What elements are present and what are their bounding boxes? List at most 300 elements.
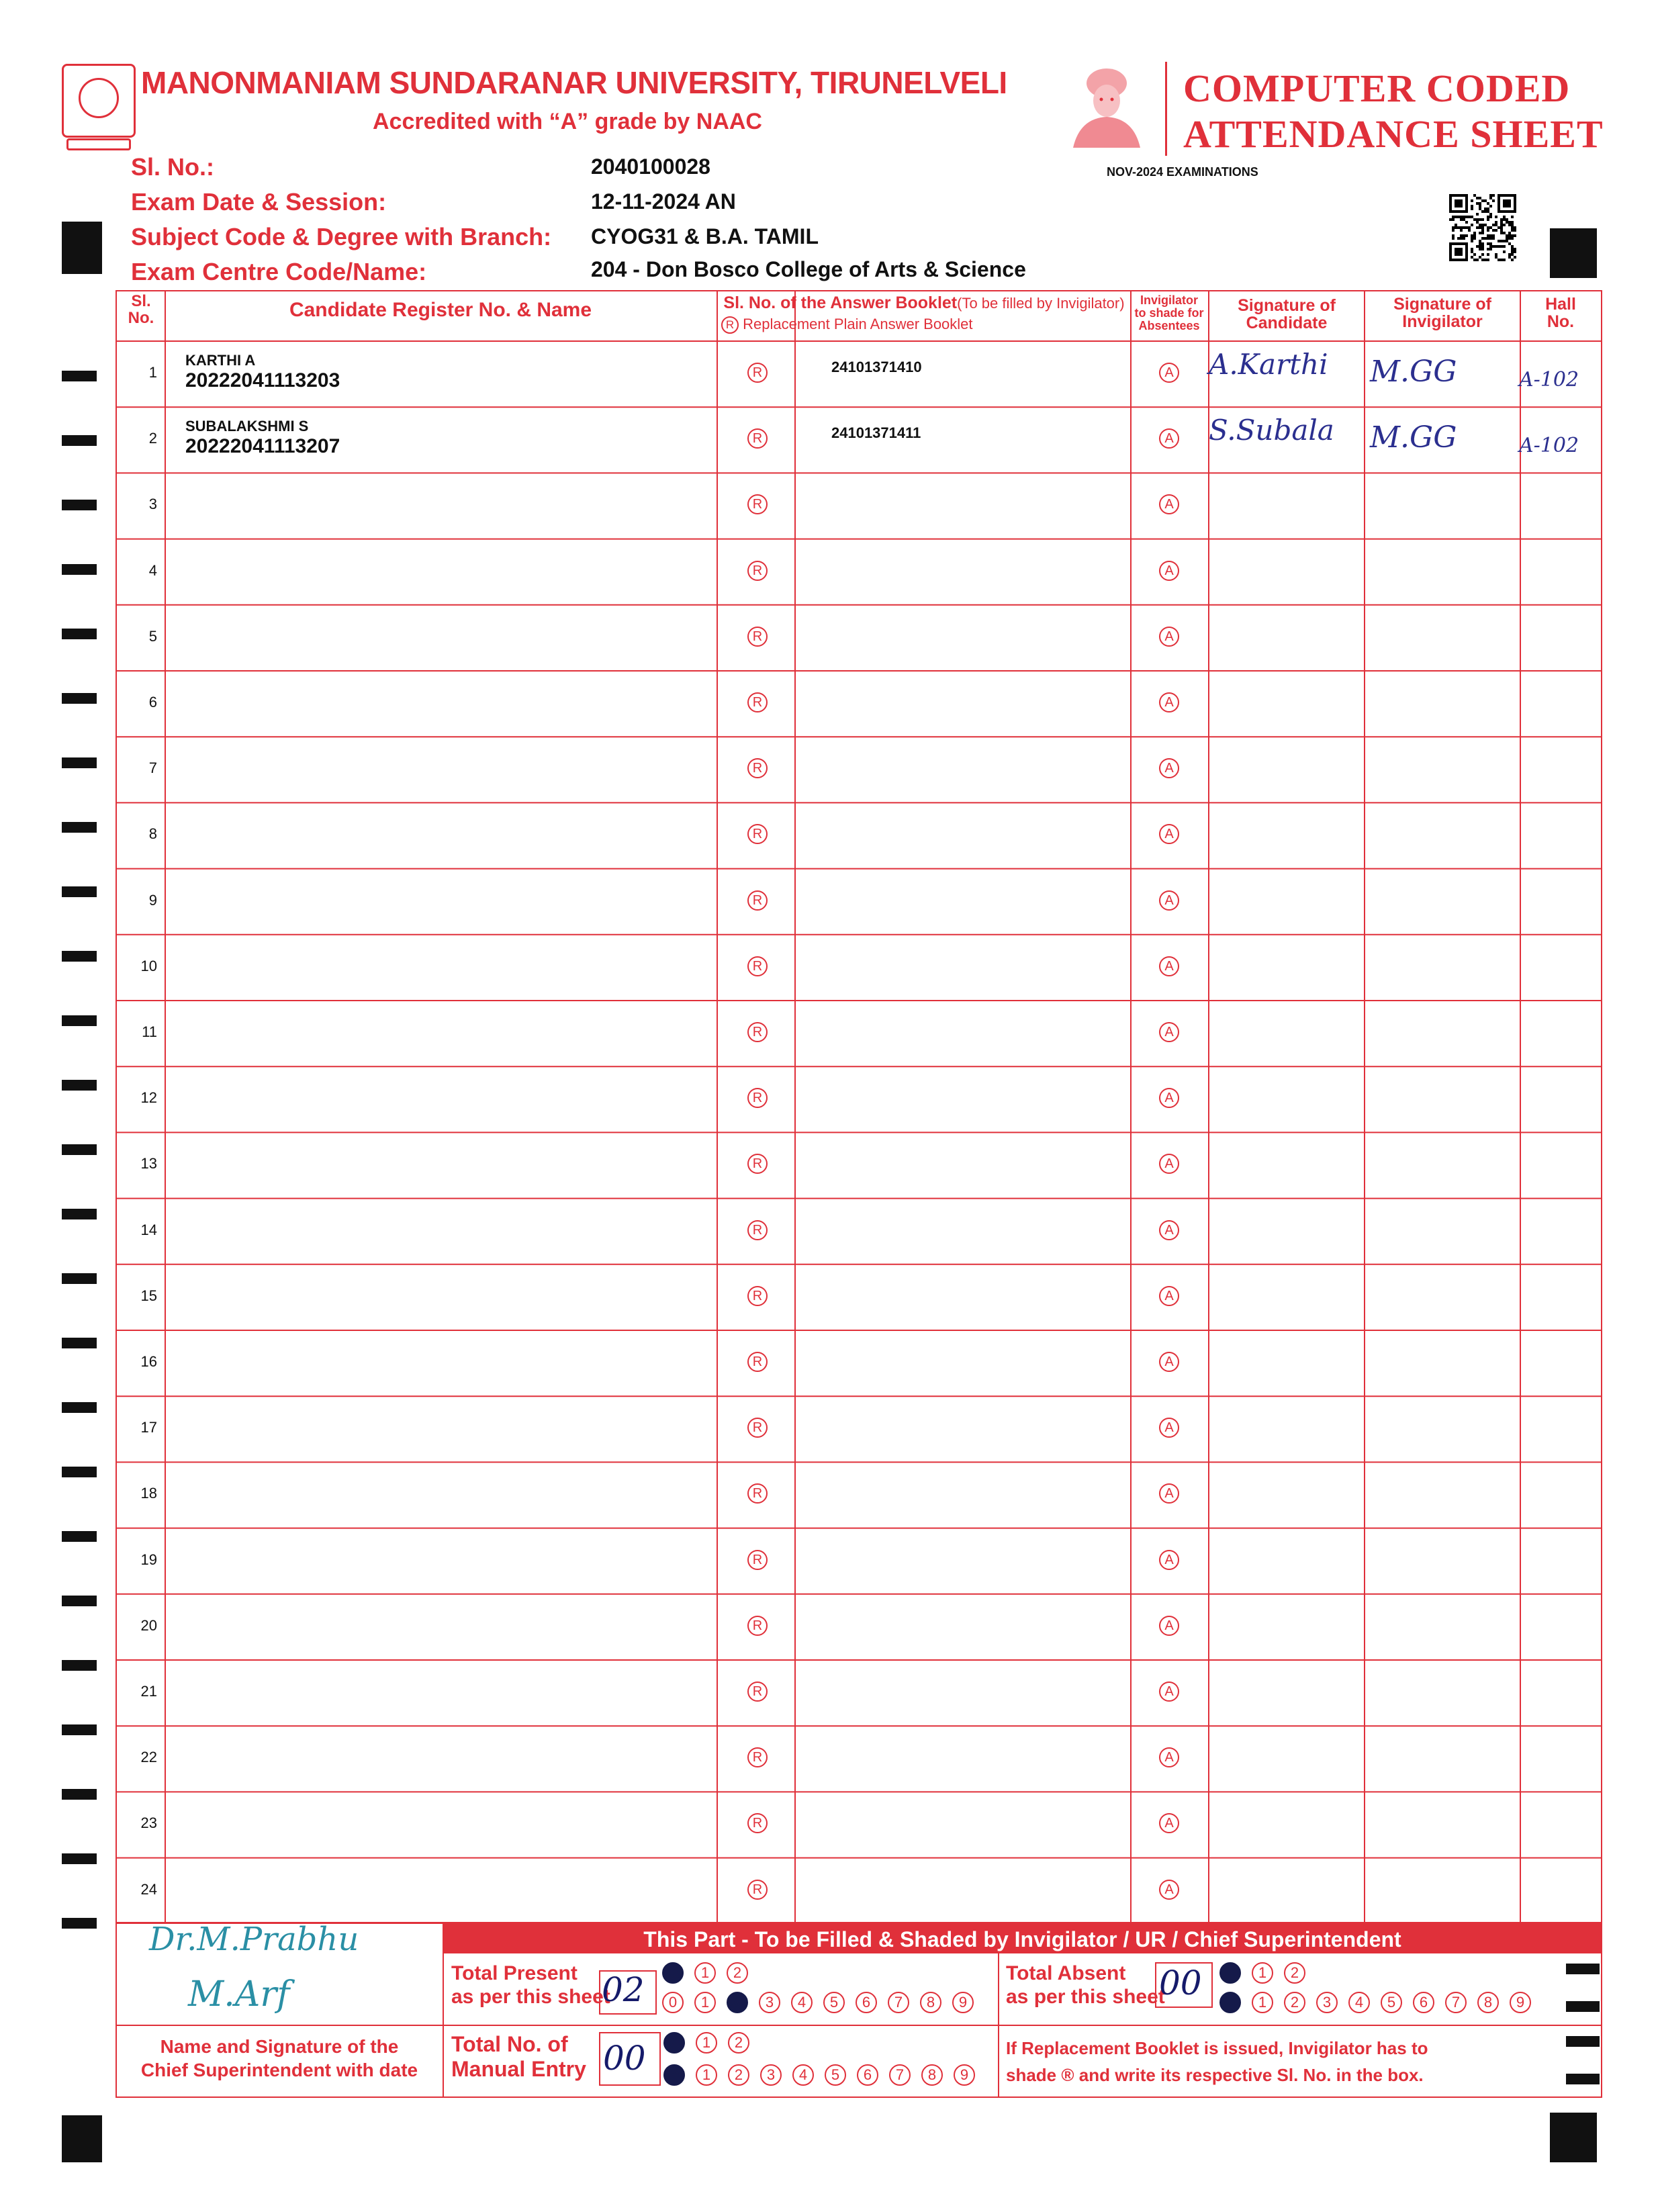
manual-units-bubble[interactable]: 2 <box>728 2064 749 2086</box>
qr-module <box>1463 234 1465 237</box>
absent-bubble-icon[interactable]: A <box>1159 1220 1179 1240</box>
manual-units-bubble[interactable]: 8 <box>921 2064 943 2086</box>
qr-module <box>1500 232 1503 234</box>
replacement-note: If Replacement Booklet is issued, Invigilator has to shade ® and write its respective Sl. No. in the box. <box>1006 2038 1428 2086</box>
qr-module <box>1471 224 1473 226</box>
exam-date-label: Exam Date & Session: <box>131 188 387 216</box>
replacement-bubble-icon[interactable]: R <box>747 1418 768 1438</box>
replacement-bubble-icon[interactable]: R <box>747 428 768 449</box>
qr-module <box>1452 237 1455 240</box>
present-units-bubble[interactable] <box>727 1992 748 2013</box>
founder-portrait-icon <box>1066 62 1147 148</box>
candidate-name: KARTHI A <box>185 352 256 369</box>
qr-module <box>1455 224 1457 226</box>
row-slno: 20 <box>140 1616 157 1634</box>
replacement-bubble-icon[interactable]: R <box>747 1220 768 1240</box>
row-slno: 12 <box>140 1089 157 1107</box>
total-present-value: 02 <box>602 1970 645 2009</box>
qr-module <box>1460 226 1463 229</box>
qr-module <box>1497 245 1500 248</box>
absent-bubble-icon[interactable]: A <box>1159 428 1179 449</box>
qr-finder <box>1455 248 1463 256</box>
qr-module <box>1503 250 1506 253</box>
qr-module <box>1481 253 1484 256</box>
qr-module <box>1487 218 1489 221</box>
qr-module <box>1473 234 1476 237</box>
replacement-bubble-icon[interactable]: R <box>747 1286 768 1306</box>
replacement-symbol-icon: R <box>721 316 739 334</box>
qr-module <box>1487 259 1489 261</box>
qr-module <box>1455 226 1457 229</box>
timing-mark <box>62 629 97 639</box>
absent-bubble-icon[interactable]: A <box>1159 627 1179 647</box>
timing-mark <box>62 1789 97 1800</box>
timing-mark <box>62 2115 102 2162</box>
manual-units-bubble[interactable]: 5 <box>825 2064 846 2086</box>
replacement-bubble-icon[interactable]: R <box>747 561 768 581</box>
qr-module <box>1489 242 1492 245</box>
manual-entry-value: 00 <box>603 2039 646 2078</box>
invigilator-signature: M.GG <box>1370 420 1457 455</box>
replacement-bubble-icon[interactable]: R <box>747 890 768 911</box>
qr-module <box>1465 221 1468 224</box>
qr-module <box>1487 216 1489 218</box>
qr-module <box>1489 248 1492 250</box>
qr-module <box>1452 234 1455 237</box>
qr-module <box>1471 248 1473 250</box>
qr-module <box>1465 226 1468 229</box>
timing-mark <box>62 1853 97 1864</box>
col-header-sig-candidate: Signature of Candidate <box>1238 296 1336 333</box>
absent-units-bubble[interactable]: 1 <box>1252 1992 1273 2013</box>
timing-mark <box>1550 2113 1597 2162</box>
absent-bubble-icon[interactable]: A <box>1159 1352 1179 1372</box>
absent-units-bubble[interactable]: 9 <box>1510 1992 1531 2013</box>
present-units-bubble[interactable]: 6 <box>856 1992 877 2013</box>
manual-units-bubble[interactable] <box>663 2064 685 2086</box>
row-slno: 21 <box>140 1683 157 1700</box>
qr-module <box>1489 237 1492 240</box>
qr-module <box>1481 199 1484 202</box>
qr-module <box>1452 226 1455 229</box>
qr-module <box>1495 245 1497 248</box>
qr-module <box>1511 216 1514 218</box>
qr-module <box>1500 259 1503 261</box>
col-header-booklet-title: Sl. No. of the Answer Booklet <box>723 293 958 312</box>
qr-module <box>1511 224 1514 226</box>
qr-module <box>1452 216 1455 218</box>
replacement-bubble-icon[interactable]: R <box>747 1352 768 1372</box>
qr-module <box>1492 199 1495 202</box>
candidate-register-no: 20222041113203 <box>185 369 340 391</box>
absent-tens-bubble[interactable]: 1 <box>1252 1962 1273 1984</box>
qr-module <box>1473 194 1476 197</box>
absent-bubble-icon[interactable]: A <box>1159 1616 1179 1636</box>
absent-bubble-icon[interactable]: A <box>1159 1418 1179 1438</box>
qr-module <box>1495 216 1497 218</box>
replacement-bubble-icon[interactable]: R <box>747 1550 768 1570</box>
qr-module <box>1495 224 1497 226</box>
total-absent-value: 00 <box>1159 1964 1202 2002</box>
qr-module <box>1476 221 1479 224</box>
manual-units-bubble[interactable]: 1 <box>696 2064 717 2086</box>
qr-module <box>1460 216 1463 218</box>
qr-module <box>1481 226 1484 229</box>
qr-module <box>1503 245 1506 248</box>
qr-module <box>1487 229 1489 232</box>
qr-finder <box>1455 199 1463 208</box>
qr-module <box>1481 242 1484 245</box>
present-units-bubble[interactable]: 9 <box>952 1992 974 2013</box>
present-units-bubble[interactable]: 7 <box>888 1992 909 2013</box>
row-slno: 17 <box>140 1419 157 1436</box>
qr-module <box>1503 224 1506 226</box>
timing-mark <box>62 1531 97 1542</box>
col-header-booklet <box>717 294 1131 312</box>
col-header-candidate: Candidate Register No. & Name <box>289 299 592 321</box>
absent-units-bubble[interactable]: 3 <box>1316 1992 1338 2013</box>
qr-module <box>1479 197 1481 199</box>
row-slno: 13 <box>140 1155 157 1172</box>
qr-module <box>1476 245 1479 248</box>
absent-bubble-icon[interactable]: A <box>1159 692 1179 712</box>
timing-mark <box>62 693 97 704</box>
row-slno: 8 <box>148 825 157 843</box>
present-units-bubble[interactable]: 4 <box>791 1992 813 2013</box>
timing-mark <box>62 500 97 510</box>
qr-module <box>1471 208 1473 210</box>
qr-module <box>1508 232 1511 234</box>
replacement-bubble-icon[interactable]: R <box>747 627 768 647</box>
qr-module <box>1511 237 1514 240</box>
absent-units-bubble[interactable]: 2 <box>1284 1992 1305 2013</box>
qr-module <box>1473 259 1476 261</box>
absent-bubble-icon[interactable]: A <box>1159 1681 1179 1702</box>
qr-module <box>1503 240 1506 242</box>
qr-module <box>1476 259 1479 261</box>
absent-bubble-icon[interactable]: A <box>1159 1154 1179 1174</box>
absent-units-bubble[interactable]: 6 <box>1413 1992 1434 2013</box>
qr-module <box>1484 199 1487 202</box>
present-tens-bubble[interactable]: 1 <box>694 1962 716 1984</box>
absent-units-bubble[interactable] <box>1219 1992 1241 2013</box>
present-units-bubble[interactable]: 0 <box>662 1992 684 2013</box>
candidate-signature: A.Karthi <box>1209 348 1328 381</box>
present-units-bubble[interactable]: 3 <box>759 1992 780 2013</box>
chief-superintendent-label: Name and Signature of the Chief Superintendent with date <box>140 2036 418 2080</box>
qr-module <box>1481 237 1484 240</box>
absent-bubble-icon[interactable]: A <box>1159 1286 1179 1306</box>
replacement-bubble-icon[interactable]: R <box>747 1154 768 1174</box>
absent-units-bubble[interactable]: 8 <box>1477 1992 1499 2013</box>
absent-bubble-icon[interactable]: A <box>1159 890 1179 911</box>
qr-module <box>1489 226 1492 229</box>
qr-module <box>1500 226 1503 229</box>
qr-module <box>1489 245 1492 248</box>
row-slno: 22 <box>140 1749 157 1766</box>
timing-mark <box>62 1273 97 1284</box>
absent-bubble-icon[interactable]: A <box>1159 1022 1179 1042</box>
qr-module <box>1506 240 1508 242</box>
row-slno: 19 <box>140 1551 157 1568</box>
replacement-bubble-icon[interactable]: R <box>747 1813 768 1833</box>
manual-units-bubble[interactable]: 9 <box>954 2064 975 2086</box>
present-tens-bubble[interactable] <box>662 1962 684 1984</box>
timing-mark <box>62 222 102 274</box>
absent-bubble-icon[interactable]: A <box>1159 1747 1179 1767</box>
replacement-bubble-icon[interactable]: R <box>747 956 768 976</box>
qr-module <box>1479 202 1481 205</box>
qr-module <box>1476 197 1479 199</box>
present-tens-bubble[interactable]: 2 <box>727 1962 748 1984</box>
absent-bubble-icon[interactable]: A <box>1159 363 1179 383</box>
qr-module <box>1514 229 1516 232</box>
qr-module <box>1471 237 1473 240</box>
present-units-bubble[interactable]: 8 <box>920 1992 941 2013</box>
qr-module <box>1452 229 1455 232</box>
row-slno: 18 <box>140 1485 157 1502</box>
timing-mark <box>62 1467 97 1477</box>
qr-module <box>1500 240 1503 242</box>
replacement-bubble-icon[interactable]: R <box>747 1880 768 1900</box>
qr-module <box>1463 237 1465 240</box>
candidate-signature: S.Subala <box>1209 414 1334 447</box>
qr-module <box>1479 232 1481 234</box>
timing-mark <box>62 1918 97 1929</box>
replacement-bubble-icon[interactable]: R <box>747 494 768 514</box>
replacement-bubble-icon[interactable]: R <box>747 1747 768 1767</box>
qr-module <box>1489 194 1492 197</box>
qr-module <box>1481 218 1484 221</box>
qr-module <box>1506 221 1508 224</box>
timing-mark <box>62 371 97 381</box>
replacement-bubble-icon[interactable]: R <box>747 1022 768 1042</box>
qr-module <box>1492 237 1495 240</box>
qr-module <box>1506 218 1508 221</box>
row-slno: 24 <box>140 1880 157 1898</box>
qr-module <box>1511 229 1514 232</box>
absent-bubble-icon[interactable]: A <box>1159 956 1179 976</box>
sl-no-label: Sl. No.: <box>131 153 214 181</box>
col-header-absentees: Invigilator to shade for Absentees <box>1134 293 1204 332</box>
exam-date-value: 12-11-2024 AN <box>591 189 736 214</box>
row-slno: 2 <box>148 430 157 447</box>
qr-module <box>1455 216 1457 218</box>
subject-value: CYOG31 & B.A. TAMIL <box>591 224 819 248</box>
absent-bubble-icon[interactable]: A <box>1159 758 1179 778</box>
absent-bubble-icon[interactable]: A <box>1159 1880 1179 1900</box>
absent-bubble-icon[interactable]: A <box>1159 1813 1179 1833</box>
qr-module <box>1473 218 1476 221</box>
qr-module <box>1495 253 1497 256</box>
absent-units-bubble[interactable]: 7 <box>1445 1992 1467 2013</box>
qr-module <box>1511 248 1514 250</box>
qr-module <box>1511 221 1514 224</box>
qr-module <box>1497 240 1500 242</box>
col-header-booklet-note: (To be filled by Invigilator) <box>957 295 1125 312</box>
qr-module <box>1468 226 1471 229</box>
total-present-label: Total Present as per this sheet <box>451 1962 610 2008</box>
qr-module <box>1457 226 1460 229</box>
absent-units-bubble[interactable]: 4 <box>1348 1992 1370 2013</box>
qr-module <box>1492 224 1495 226</box>
qr-module <box>1503 216 1506 218</box>
attendance-table-grid <box>116 290 1602 1924</box>
qr-module <box>1463 218 1465 221</box>
qr-module <box>1511 253 1514 256</box>
qr-module <box>1484 237 1487 240</box>
qr-module <box>1487 242 1489 245</box>
col-header-booklet-sub-text: Replacement Plain Answer Booklet <box>743 316 973 332</box>
qr-module <box>1481 259 1484 261</box>
present-units-bubble[interactable]: 5 <box>823 1992 845 2013</box>
absent-units-bubble[interactable]: 5 <box>1381 1992 1402 2013</box>
qr-module <box>1479 208 1481 210</box>
timing-mark <box>62 1724 97 1735</box>
qr-module <box>1487 253 1489 256</box>
invigilator-signature: M.GG <box>1370 355 1457 389</box>
qr-module <box>1492 245 1495 248</box>
col-header-slno: Sl. No. <box>128 292 154 328</box>
qr-finder <box>1503 199 1511 208</box>
qr-module <box>1479 218 1481 221</box>
absent-bubble-icon[interactable]: A <box>1159 561 1179 581</box>
qr-module <box>1500 229 1503 232</box>
qr-module <box>1514 234 1516 237</box>
qr-module <box>1500 221 1503 224</box>
qr-module <box>1508 221 1511 224</box>
qr-module <box>1471 199 1473 202</box>
manual-units-bubble[interactable]: 6 <box>857 2064 878 2086</box>
qr-module <box>1487 226 1489 229</box>
qr-module <box>1500 224 1503 226</box>
qr-module <box>1471 234 1473 237</box>
qr-module <box>1503 232 1506 234</box>
qr-module <box>1471 240 1473 242</box>
replacement-bubble-icon[interactable]: R <box>747 1616 768 1636</box>
timing-mark <box>62 1596 97 1606</box>
timing-mark <box>62 1209 97 1219</box>
qr-module <box>1452 218 1455 221</box>
qr-module <box>1503 218 1506 221</box>
manual-tens-bubble[interactable] <box>663 2032 685 2054</box>
replacement-bubble-icon[interactable]: R <box>747 1088 768 1108</box>
row-slno: 11 <box>142 1023 157 1040</box>
manual-units-bubble[interactable]: 7 <box>889 2064 911 2086</box>
qr-module <box>1514 256 1516 259</box>
manual-units-bubble[interactable]: 4 <box>792 2064 814 2086</box>
qr-module <box>1508 256 1511 259</box>
qr-module <box>1471 250 1473 253</box>
qr-module <box>1514 226 1516 229</box>
qr-module <box>1473 232 1476 234</box>
absent-bubble-icon[interactable]: A <box>1159 1483 1179 1504</box>
qr-module <box>1484 208 1487 210</box>
qr-module <box>1481 248 1484 250</box>
qr-module <box>1492 194 1495 197</box>
qr-module <box>1487 237 1489 240</box>
sheet-title-line2: ATTENDANCE SHEET <box>1183 112 1604 156</box>
qr-module <box>1481 245 1484 248</box>
qr-module <box>1487 202 1489 205</box>
replacement-bubble-icon[interactable]: R <box>747 758 768 778</box>
qr-module <box>1487 248 1489 250</box>
qr-module <box>1460 237 1463 240</box>
replacement-bubble-icon[interactable]: R <box>747 692 768 712</box>
qr-module <box>1487 210 1489 213</box>
qr-module <box>1492 229 1495 232</box>
present-units-bubble[interactable]: 1 <box>694 1992 716 2013</box>
manual-tens-bubble[interactable]: 2 <box>728 2032 749 2054</box>
absent-bubble-icon[interactable]: A <box>1159 1550 1179 1570</box>
row-slno: 6 <box>148 694 157 710</box>
qr-module <box>1508 234 1511 237</box>
row-slno: 23 <box>140 1814 157 1832</box>
qr-module <box>1487 234 1489 237</box>
qr-module <box>1514 250 1516 253</box>
absent-bubble-icon[interactable]: A <box>1159 824 1179 844</box>
absent-tens-bubble[interactable]: 2 <box>1284 1962 1305 1984</box>
col-header-sig-invigilator: Signature of Invigilator <box>1393 295 1491 332</box>
absent-tens-bubble[interactable] <box>1219 1962 1241 1984</box>
qr-module <box>1500 245 1503 248</box>
qr-module <box>1481 224 1484 226</box>
qr-module <box>1479 242 1481 245</box>
qr-module <box>1479 256 1481 259</box>
timing-mark <box>62 435 97 446</box>
answer-booklet-no: 24101371410 <box>831 359 922 375</box>
absent-bubble-icon[interactable]: A <box>1159 494 1179 514</box>
row-slno: 7 <box>148 759 157 777</box>
row-slno: 9 <box>148 891 157 909</box>
replacement-bubble-icon[interactable]: R <box>747 363 768 383</box>
university-logo <box>62 64 136 138</box>
qr-module <box>1463 216 1465 218</box>
qr-module <box>1465 216 1468 218</box>
timing-mark <box>62 757 97 768</box>
qr-module <box>1481 232 1484 234</box>
qr-module <box>1479 205 1481 208</box>
qr-module <box>1514 248 1516 250</box>
hall-no: A-102 <box>1519 434 1579 458</box>
replacement-bubble-icon[interactable]: R <box>747 1681 768 1702</box>
absent-bubble-icon[interactable]: A <box>1159 1088 1179 1108</box>
replacement-bubble-icon[interactable]: R <box>747 824 768 844</box>
qr-module <box>1484 259 1487 261</box>
qr-module <box>1465 234 1468 237</box>
chief-signature: M.Arf <box>188 1974 290 2015</box>
candidate-name: SUBALAKSHMI S <box>185 418 309 435</box>
row-slno: 16 <box>140 1353 157 1370</box>
qr-module <box>1511 226 1514 229</box>
qr-module <box>1500 218 1503 221</box>
replacement-bubble-icon[interactable]: R <box>747 1483 768 1504</box>
manual-tens-bubble[interactable]: 1 <box>696 2032 717 2054</box>
qr-module <box>1484 210 1487 213</box>
row-slno: 14 <box>140 1221 157 1238</box>
qr-module <box>1471 205 1473 208</box>
qr-module <box>1489 197 1492 199</box>
row-slno: 1 <box>148 364 157 381</box>
qr-module <box>1489 216 1492 218</box>
qr-module <box>1460 234 1463 237</box>
manual-units-bubble[interactable]: 3 <box>760 2064 782 2086</box>
qr-module <box>1506 237 1508 240</box>
row-slno: 10 <box>140 957 157 974</box>
qr-module <box>1511 234 1514 237</box>
qr-module <box>1495 229 1497 232</box>
col-header-hall: Hall No. <box>1545 295 1576 332</box>
